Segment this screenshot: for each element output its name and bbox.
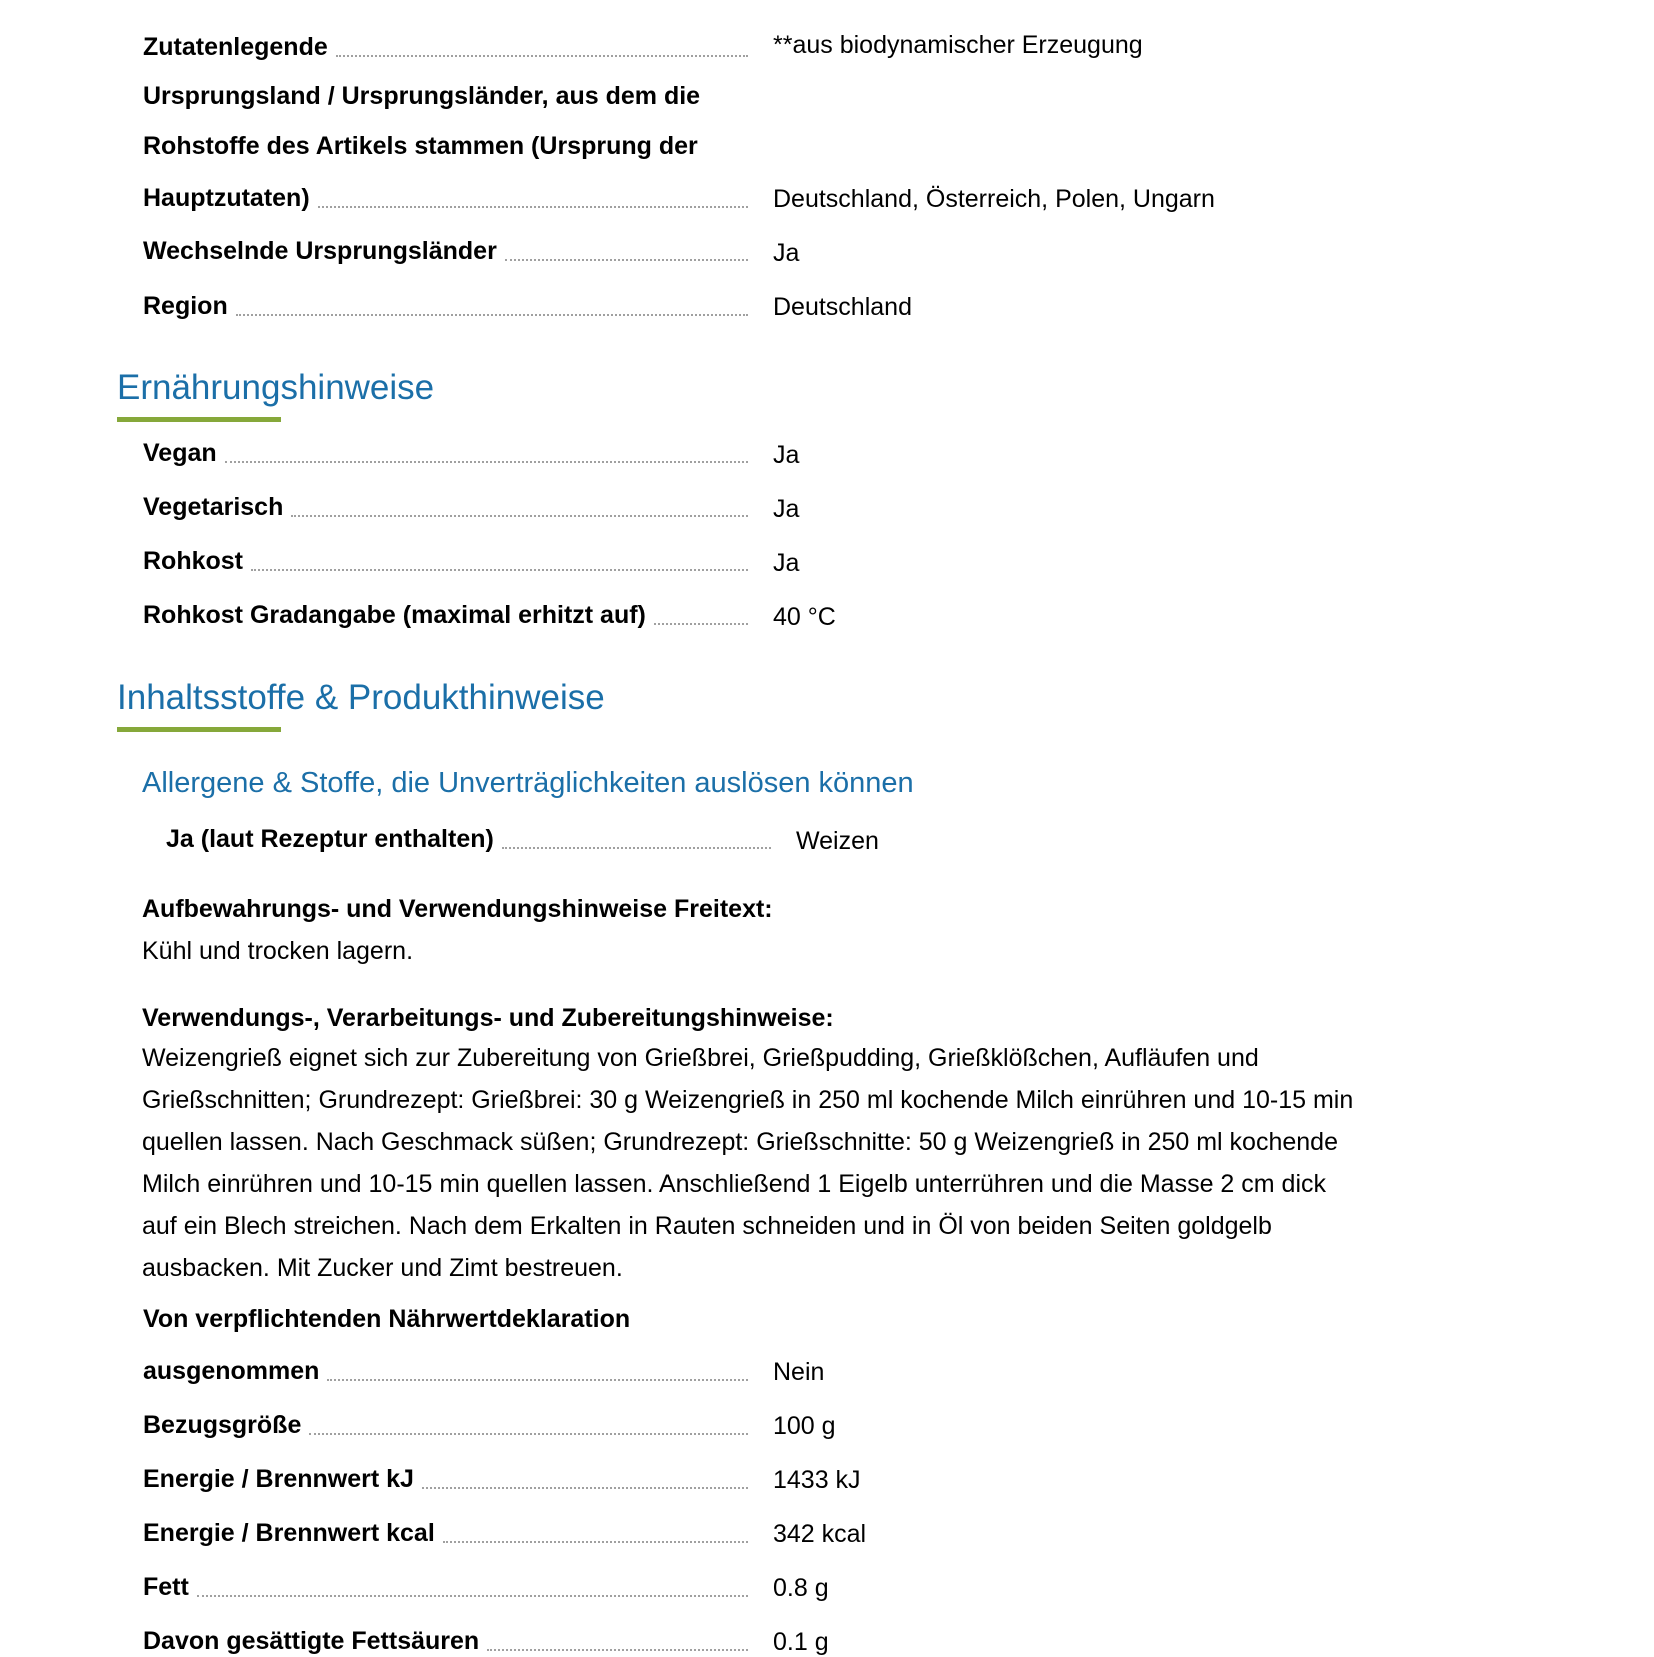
section-heading-ernaehrungshinweise: Ernährungshinweise: [117, 368, 435, 407]
row-value: **aus biodynamischer Erzeugung: [773, 31, 1143, 59]
row-value: 100 g: [773, 1412, 836, 1440]
subheading-allergene: Allergene & Stoffe, die Unverträglichkeiten auslösen können: [142, 767, 914, 799]
dot-leader: [327, 1379, 748, 1381]
dot-leader: [443, 1541, 748, 1543]
row-label: Ja (laut Rezeptur enthalten): [166, 825, 494, 853]
row-label: Bezugsgröße: [143, 1411, 302, 1439]
heading-accent-bar: [117, 417, 281, 422]
usage-heading: Verwendungs-, Verarbeitungs- und Zubereitungshinweise:: [142, 1004, 834, 1032]
usage-text-line: auf ein Blech streichen. Nach dem Erkalten in Rauten schneiden und in Öl von beiden Seiten goldgelb: [142, 1212, 1272, 1240]
row-label: Davon gesättigte Fettsäuren: [143, 1627, 480, 1655]
storage-text: Kühl und trocken lagern.: [142, 937, 414, 965]
usage-text-line: Milch einrühren und 10-15 min quellen lassen. Anschließend 1 Eigelb unterrühren und die Masse 2 cm dick: [142, 1170, 1327, 1198]
usage-text-line: Grießschnitten; Grundrezept: Grießbrei: 30 g Weizengrieß in 250 ml kochende Milch einrühren und 10-15 min: [142, 1086, 1354, 1114]
dot-leader: [654, 623, 748, 625]
dot-leader: [336, 55, 748, 57]
dot-leader: [487, 1649, 748, 1651]
row-zutatenlegende: [143, 28, 748, 62]
row-value: Deutschland, Österreich, Polen, Ungarn: [773, 185, 1215, 213]
storage-heading: Aufbewahrungs- und Verwendungshinweise Freitext:: [142, 895, 773, 923]
row-energie-kcal: [143, 1514, 748, 1548]
row-energie-kj: [143, 1460, 748, 1494]
row-label-line: Rohstoffe des Artikels stammen (Ursprung der: [143, 132, 698, 160]
dot-leader: [502, 847, 771, 849]
dot-leader: [225, 461, 748, 463]
row-vegetarisch: [143, 488, 748, 522]
row-value: Ja: [773, 495, 800, 523]
row-value: Ja: [773, 549, 800, 577]
dot-leader: [505, 259, 748, 261]
row-allergene-enthalten: [166, 820, 771, 854]
heading-accent-bar: [117, 727, 281, 732]
dot-leader: [236, 314, 748, 316]
row-label: Vegan: [143, 439, 217, 467]
dot-leader: [291, 515, 748, 517]
row-label: Fett: [143, 1573, 189, 1601]
dot-leader: [309, 1433, 748, 1435]
row-value: 342 kcal: [773, 1520, 867, 1548]
row-label: Energie / Brennwert kJ: [143, 1465, 414, 1493]
row-naehrwert-ausgenommen: [143, 1352, 748, 1386]
row-value: Ja: [773, 239, 800, 267]
usage-text-line: Weizengrieß eignet sich zur Zubereitung von Grießbrei, Grießpudding, Grießklößchen, Aufläufen und: [142, 1044, 1259, 1072]
row-value: 1433 kJ: [773, 1466, 861, 1494]
row-value: 0.8 g: [773, 1574, 829, 1602]
row-label: Hauptzutaten): [143, 184, 310, 212]
row-label: ausgenommen: [143, 1357, 320, 1385]
row-vegan: [143, 434, 748, 468]
row-label-line: Von verpflichtenden Nährwertdeklaration: [143, 1305, 631, 1333]
usage-text-line: ausbacken. Mit Zucker und Zimt bestreuen.: [142, 1254, 623, 1282]
usage-text: [142, 1037, 1402, 1289]
usage-text-line: quellen lassen. Nach Geschmack süßen; Grundrezept: Grießschnitte: 50 g Weizengrieß in 250 ml kochende: [142, 1128, 1338, 1156]
row-gesaettigte-fettsaeuren: [143, 1622, 748, 1656]
row-fett: [143, 1568, 748, 1602]
row-value: 0.1 g: [773, 1628, 829, 1656]
dot-leader: [251, 569, 748, 571]
row-rohkost-gradangabe: [143, 596, 748, 630]
row-ursprungsland: [143, 179, 748, 213]
row-value: Nein: [773, 1358, 825, 1386]
row-bezugsgroesse: [143, 1406, 748, 1440]
row-value: Deutschland: [773, 293, 912, 321]
section-heading-inhaltsstoffe: Inhaltsstoffe & Produkthinweise: [117, 678, 605, 717]
row-label: Energie / Brennwert kcal: [143, 1519, 435, 1547]
dot-leader: [318, 206, 748, 208]
dot-leader: [422, 1487, 748, 1489]
row-value: Ja: [773, 441, 800, 469]
row-label: Vegetarisch: [143, 493, 284, 521]
row-label: Rohkost Gradangabe (maximal erhitzt auf): [143, 601, 646, 629]
row-value: Weizen: [796, 827, 879, 855]
row-value: 40 °C: [773, 603, 836, 631]
row-label-line: Ursprungsland / Ursprungsländer, aus dem die: [143, 82, 701, 110]
row-label: Zutatenlegende: [143, 33, 328, 61]
dot-leader: [197, 1595, 748, 1597]
row-label: Rohkost: [143, 547, 243, 575]
row-label: Wechselnde Ursprungsländer: [143, 237, 497, 265]
row-label: Region: [143, 292, 228, 320]
row-wechselnde-ursprungslaender: [143, 232, 748, 266]
row-rohkost: [143, 542, 748, 576]
row-region: [143, 287, 748, 321]
